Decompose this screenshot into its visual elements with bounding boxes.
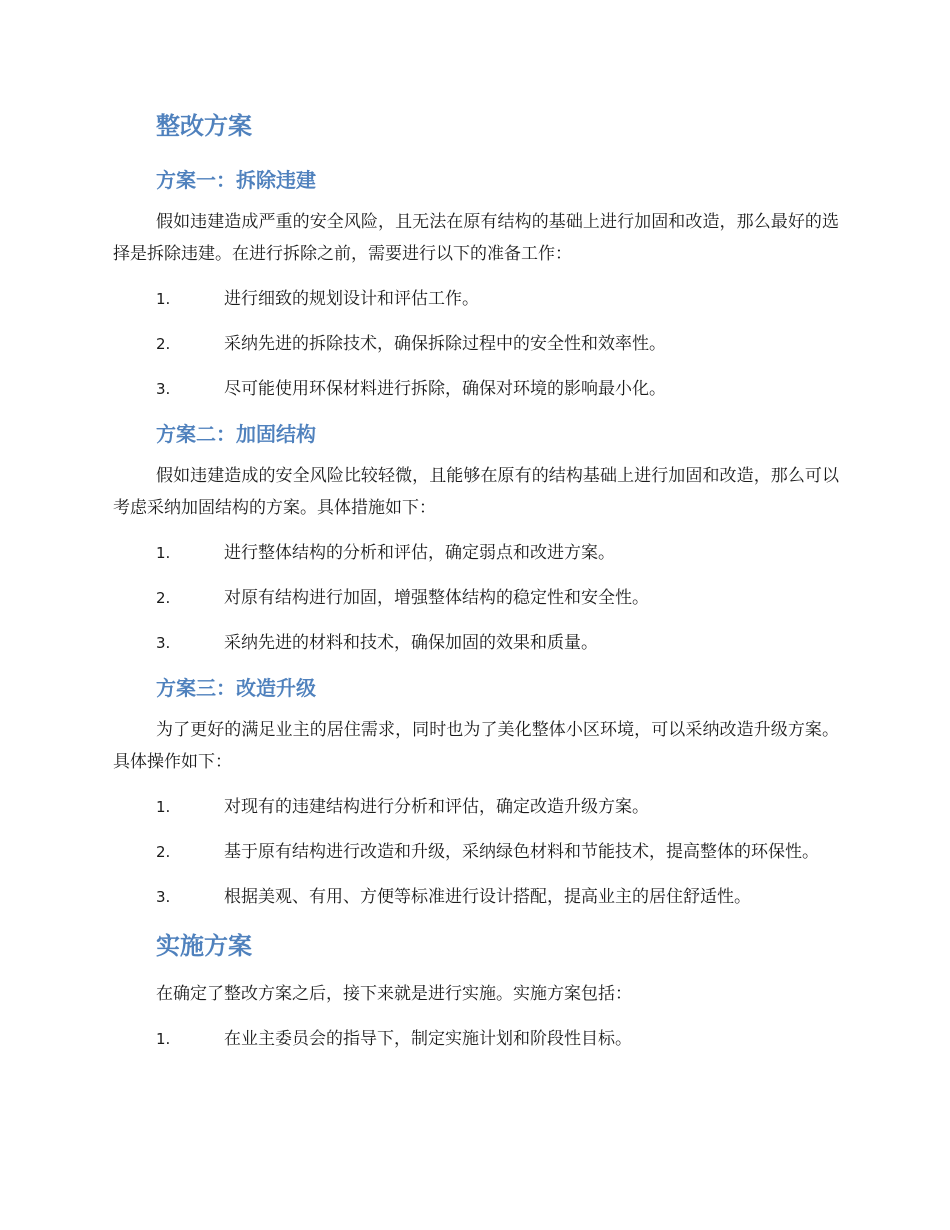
list-item bbox=[113, 881, 839, 913]
list-implementation bbox=[113, 1023, 839, 1055]
list-item bbox=[113, 283, 839, 315]
list-item-number: 1. bbox=[156, 1030, 171, 1048]
list-item bbox=[113, 791, 839, 823]
list-item-text: 根据美观、有用、方便等标准进行设计搭配，提高业主的居住舒适性。 bbox=[224, 887, 751, 907]
list-item-text: 基于原有结构进行改造和升级，采纳绿色材料和节能技术，提高整体的环保性。 bbox=[224, 842, 819, 862]
paragraph-option-2-intro: 假如违建造成的安全风险比较轻微，且能够在原有的结构基础上进行加固和改造，那么可以考虑采纳加固结构的方案。具体措施如下： bbox=[113, 466, 839, 518]
list-item-text: 采纳先进的材料和技术，确保加固的效果和质量。 bbox=[224, 633, 598, 653]
list-item-number: 1. bbox=[156, 290, 171, 308]
list-item-text: 对现有的违建结构进行分析和评估，确定改造升级方案。 bbox=[224, 797, 649, 817]
heading-implementation-plan: 实施方案 bbox=[156, 932, 252, 960]
list-item-number: 2. bbox=[156, 589, 171, 607]
list-item-text: 对原有结构进行加固，增强整体结构的稳定性和安全性。 bbox=[224, 588, 649, 608]
list-item-number: 3. bbox=[156, 380, 171, 398]
paragraph-option-1-intro: 假如违建造成严重的安全风险，且无法在原有结构的基础上进行加固和改造，那么最好的选择是拆除违建。在进行拆除之前，需要进行以下的准备工作： bbox=[113, 212, 839, 264]
list-item bbox=[113, 537, 839, 569]
list-option-2 bbox=[113, 537, 839, 659]
list-item-text: 尽可能使用环保材料进行拆除，确保对环境的影响最小化。 bbox=[224, 379, 666, 399]
list-item-number: 1. bbox=[156, 544, 171, 562]
list-item bbox=[113, 1023, 839, 1055]
list-item-number: 2. bbox=[156, 335, 171, 353]
list-item bbox=[113, 836, 839, 868]
list-option-3 bbox=[113, 791, 839, 913]
list-item-text: 进行细致的规划设计和评估工作。 bbox=[224, 289, 479, 309]
list-option-1 bbox=[113, 283, 839, 405]
heading-option-2: 方案二：加固结构 bbox=[156, 422, 316, 446]
list-item-number: 3. bbox=[156, 634, 171, 652]
list-item bbox=[113, 582, 839, 614]
list-item bbox=[113, 627, 839, 659]
list-item-text: 在业主委员会的指导下，制定实施计划和阶段性目标。 bbox=[224, 1029, 632, 1049]
list-item-text: 采纳先进的拆除技术，确保拆除过程中的安全性和效率性。 bbox=[224, 334, 666, 354]
list-item-number: 1. bbox=[156, 798, 171, 816]
document-content bbox=[113, 108, 839, 1055]
list-item bbox=[113, 373, 839, 405]
paragraph-implementation-intro: 在确定了整改方案之后，接下来就是进行实施。实施方案包括： bbox=[156, 984, 632, 1004]
heading-option-1: 方案一：拆除违建 bbox=[156, 168, 316, 192]
list-item bbox=[113, 328, 839, 360]
heading-option-3: 方案三：改造升级 bbox=[156, 676, 316, 700]
list-item-text: 进行整体结构的分析和评估，确定弱点和改进方案。 bbox=[224, 543, 615, 563]
list-item-number: 2. bbox=[156, 843, 171, 861]
heading-rectification-plan: 整改方案 bbox=[156, 112, 252, 140]
paragraph-option-3-intro: 为了更好的满足业主的居住需求，同时也为了美化整体小区环境，可以采纳改造升级方案。具体操作如下： bbox=[113, 720, 839, 772]
list-item-number: 3. bbox=[156, 888, 171, 906]
